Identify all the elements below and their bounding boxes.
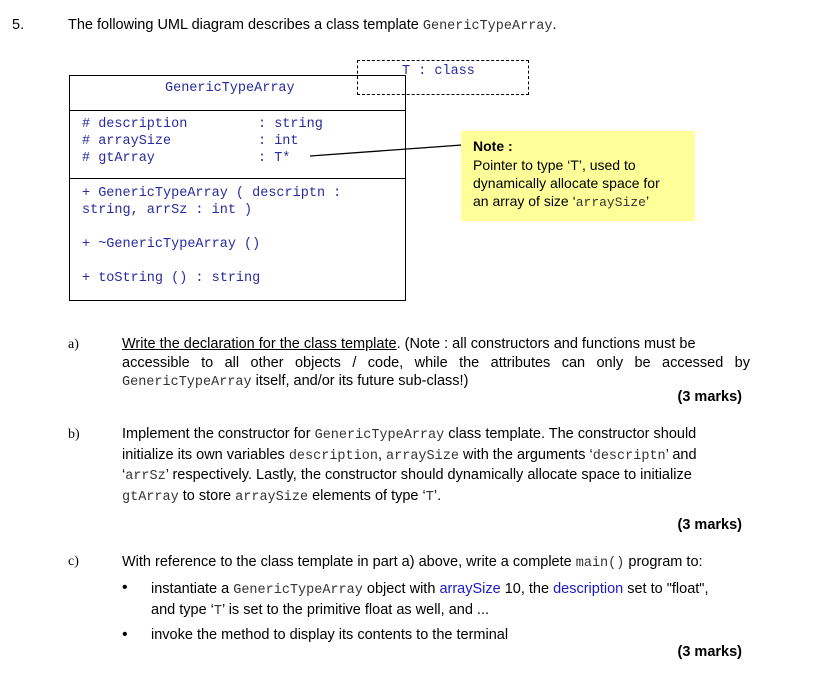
note-title: Note : [473, 138, 513, 154]
question-intro: The following UML diagram describes a class template GenericTypeArray. [68, 17, 557, 34]
note-connector-line [300, 140, 470, 160]
template-parameter: T : class [402, 64, 475, 79]
question-number: 5. [12, 17, 25, 33]
part-c-intro: With reference to the class template in part a) above, write a complete main() program to: [122, 554, 703, 571]
class-name-divider [70, 110, 405, 111]
part-b-label: b) [68, 427, 80, 442]
part-a-text: Write the declaration for the class template. (Note : all constructors and functions must be accessible to all other objects / code, while the attributes can only be accessed by GenericTypeArray itself, and/or its future sub-class!) [122, 336, 750, 390]
attribute-description-type: : string [258, 117, 323, 132]
part-c-marks: (3 marks) [677, 644, 742, 660]
part-c-label: c) [68, 554, 79, 569]
attribute-array-size-type: : int [258, 134, 299, 149]
part-a-task: Write the declaration for the class template [122, 336, 397, 352]
method-to-string: + toString () : string [82, 271, 261, 286]
method-constructor-line1: + GenericTypeArray ( descriptn : [82, 186, 342, 201]
note-text: Pointer to type ‘T’, used to dynamically allocate space for an array of size ‘arraySize’ [473, 157, 660, 210]
part-a-label: a) [68, 337, 79, 352]
attribute-array-size: # arraySize [82, 134, 172, 149]
attribute-gt-array: # gtArray [82, 151, 155, 166]
attributes-divider [70, 178, 405, 179]
method-constructor-line2: string, arrSz : int ) [82, 203, 253, 218]
intro-class-name: GenericTypeArray [422, 19, 553, 34]
part-c-bullet-2: invoke the method to display its contents to the terminal [151, 627, 509, 643]
part-b-marks: (3 marks) [677, 517, 742, 533]
part-c-bullet-1: instantiate a GenericTypeArray object with arraySize 10, the description set to "float", and type ‘T’ is set to the primitive float as well, and ... [151, 581, 709, 619]
part-b-text: Implement the constructor for GenericTypeArray class template. The constructor should initialize its own variables description, arraySize with the arguments ‘descriptn’ and ‘arrSz’ respectively. Lastly, the constructor should dynamically allocate space to initialize gtArray to store arraySize elements of type ‘T’. [122, 426, 697, 505]
part-a-marks: (3 marks) [677, 389, 742, 405]
attribute-description: # description [82, 117, 188, 132]
bullet-1-marker: • [122, 579, 128, 596]
bullet-2-marker: • [122, 626, 128, 643]
uml-class-name: GenericTypeArray [165, 81, 295, 96]
note-box [461, 131, 695, 221]
attribute-gt-array-type: : T* [258, 151, 291, 166]
method-destructor: + ~GenericTypeArray () [82, 237, 261, 252]
